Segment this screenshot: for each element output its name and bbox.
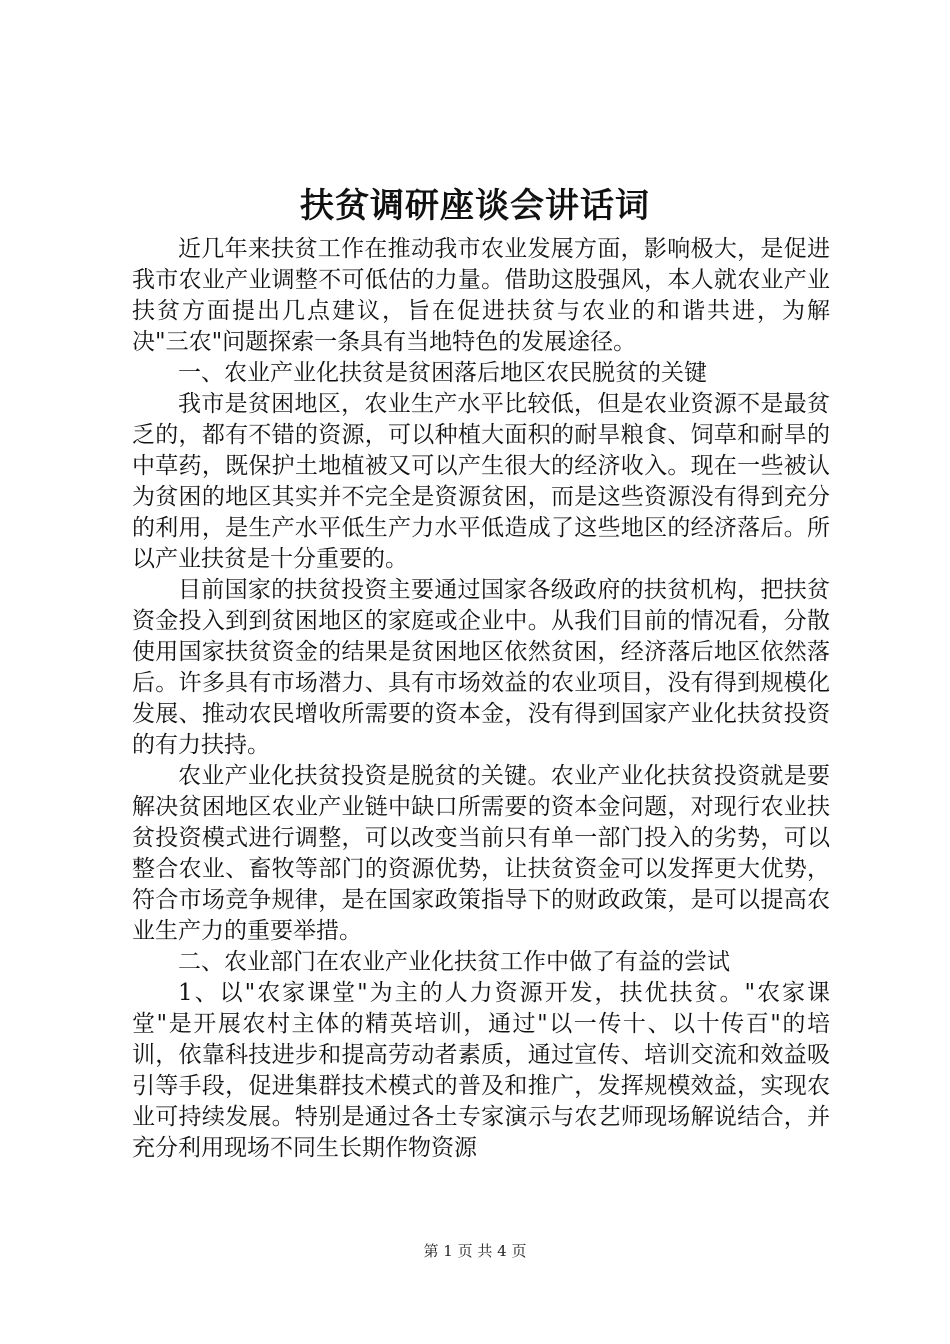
- document-body: [132, 234, 830, 1164]
- section-heading-2: 二、农业部门在农业产业化扶贫工作中做了有益的尝试: [178, 949, 730, 975]
- paragraph: 1、以"农家课堂"为主的人力资源开发，扶优扶贫。"农家课堂"是开展农村主体的精英培训，通过"以一传十、以十传百"的培训，依靠科技进步和提高劳动者素质，通过宣传、培训交流和效益吸引等手段，促进集群技术模式的普及和推广，发挥规模效益，实现农业可持续发展。特别是通过各土专家演示与农艺师现场解说结合，并充分利用现场不同生长期作物资源: [132, 980, 830, 1161]
- paragraph: 农业产业化扶贫投资是脱贫的关键。农业产业化扶贫投资就是要解决贫困地区农业产业链中缺口所需要的资本金问题，对现行农业扶贫投资模式进行调整，可以改变当前只有单一部门投入的劣势，可以整合农业、畜牧等部门的资源优势，让扶贫资金可以发挥更大优势，符合市场竞争规律，是在国家政策指导下的财政政策，是可以提高农业生产力的重要举措。: [132, 763, 830, 944]
- page-number-footer: 第 1 页 共 4 页: [423, 1242, 527, 1260]
- paragraph: 目前国家的扶贫投资主要通过国家各级政府的扶贫机构，把扶贫资金投入到到贫困地区的家庭或企业中。从我们目前的情况看，分散使用国家扶贫资金的结果是贫困地区依然贫困，经济落后地区依然落后。许多具有市场潜力、具有市场效益的农业项目，没有得到规模化发展、推动农民增收所需要的资本金，没有得到国家产业化扶贫投资的有力扶持。: [132, 577, 830, 758]
- paragraph: 我市是贫困地区，农业生产水平比较低，但是农业资源不是最贫乏的，都有不错的资源，可以种植大面积的耐旱粮食、饲草和耐旱的中草药，既保护土地植被又可以产生很大的经济收入。现在一些被认为贫困的地区其实并不完全是资源贫困，而是这些资源没有得到充分的利用，是生产水平低生产力水平低造成了这些地区的经济落后。所以产业扶贫是十分重要的。: [132, 391, 830, 572]
- section-heading-1: 一、农业产业化扶贫是贫困落后地区农民脱贫的关键: [178, 360, 707, 386]
- paragraph-intro: 近几年来扶贫工作在推动我市农业发展方面，影响极大，是促进我市农业产业调整不可低估的力量。借助这股强风，本人就农业产业扶贫方面提出几点建议，旨在促进扶贫与农业的和谐共进，为解决"三农"问题探索一条具有当地特色的发展途径。: [132, 236, 830, 355]
- document-title: 扶贫调研座谈会讲话词: [300, 186, 650, 226]
